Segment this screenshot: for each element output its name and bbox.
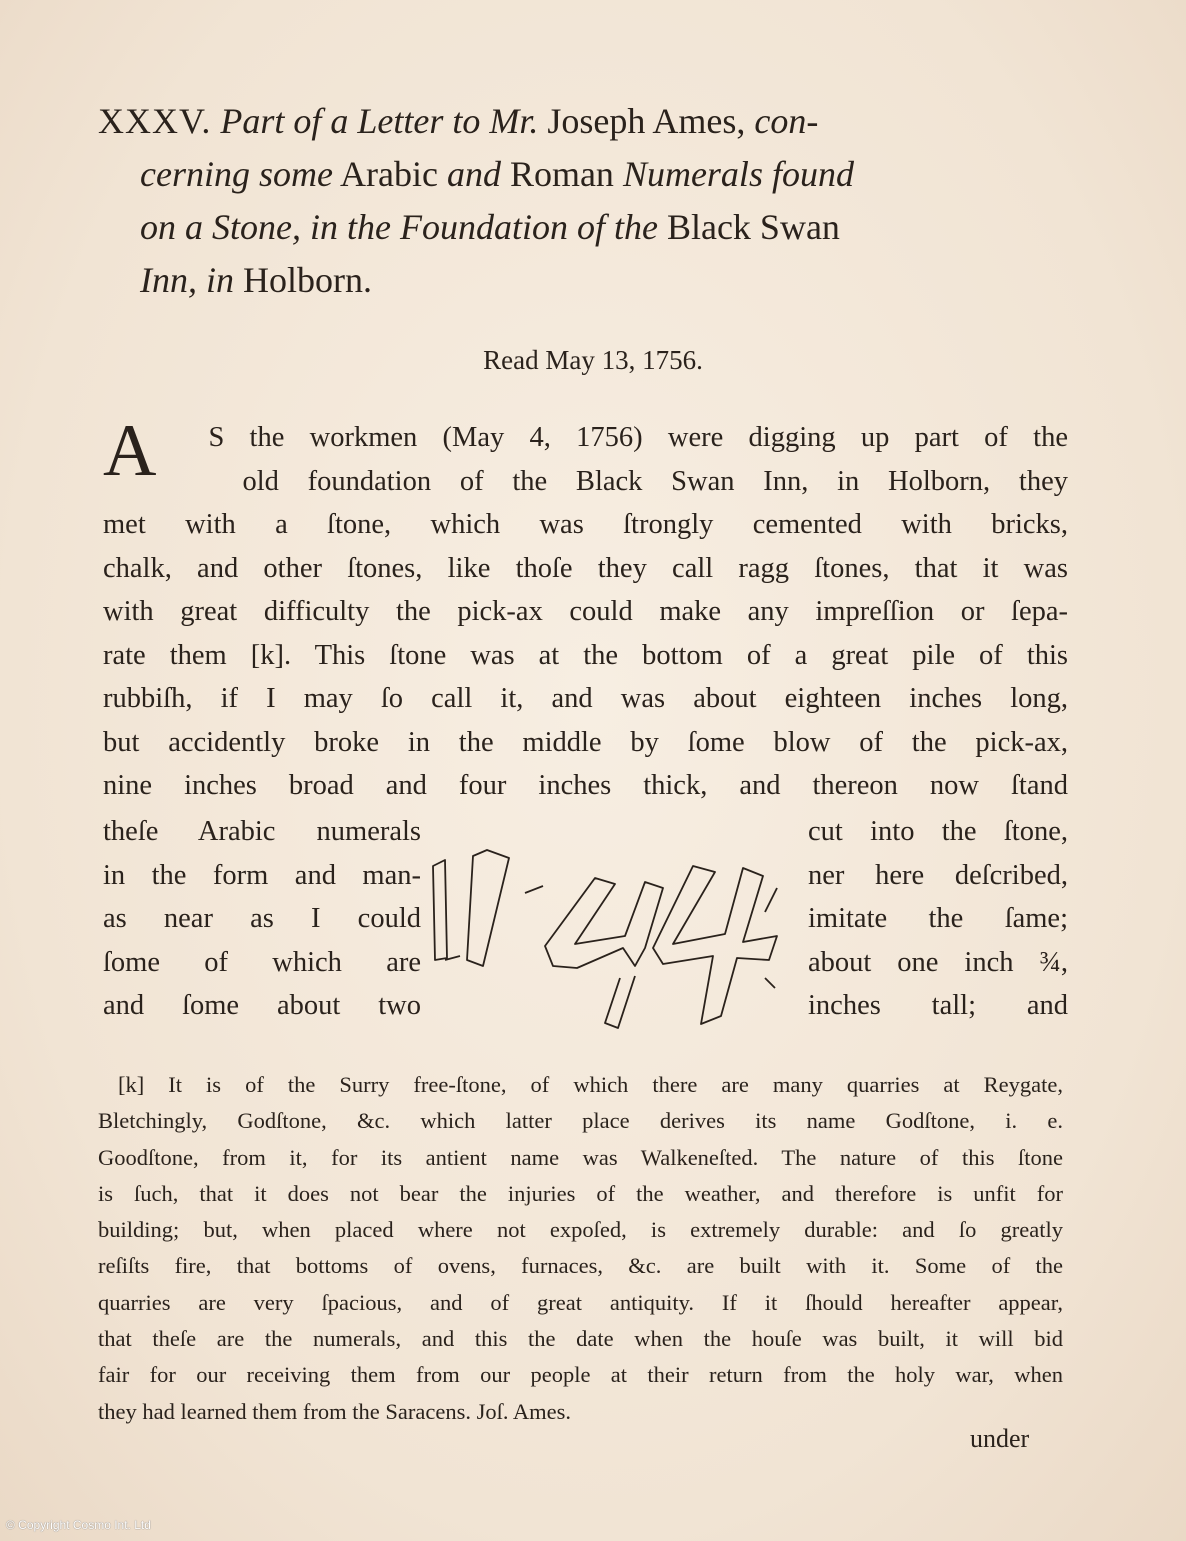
footnote-line: they had learned them from the Saracens. Joſ. Ames. [98, 1398, 571, 1424]
body-line: rubbiſh, if I may ſo call it, and was about eighteen inches long, [103, 683, 1068, 714]
footnote-line: Goodſtone, from it, for its antient name was Walkeneſted. The nature of this ſtone [98, 1144, 1063, 1170]
numeral-4-first [545, 878, 663, 968]
drop-cap: A [103, 410, 157, 492]
body-line: S the workmen (May 4, 1756) were digging up part of the [208, 422, 1068, 453]
body-line: rate them [k]. This ſtone was at the bottom of a great pile of this [103, 639, 1068, 671]
footnote-line: is ſuch, that it does not bear the injuries of the weather, and therefore is unfit for [98, 1180, 1063, 1206]
numeral-1-second [467, 850, 509, 966]
footnote-line: building; but, when placed where not expoſed, is extremely durable: and ſo greatly [98, 1217, 1063, 1243]
footnote-line: that theſe are the numerals, and this the date when the houſe was built, it will bid [98, 1326, 1063, 1352]
copyright-watermark: © Copyright Cosmo Int. Ltd [6, 1518, 151, 1532]
article-number: XXXV. [98, 101, 212, 141]
arabic-numerals-figure [425, 848, 795, 1038]
catchword: under [970, 1424, 1030, 1453]
body-line: met with a ſtone, which was ſtrongly cemented with bricks, [103, 509, 1068, 540]
body-line: nine inches broad and four inches thick, and thereon now ſtand [103, 770, 1068, 801]
figure-wrap-text: theſe Arabic numerals cut into the ſtone, in the form and man- ner here deſcribed, as near as I could imitate the ſame; ſome of which are about one inch ¾, and ſome about two inches tall; and [103, 816, 1068, 1021]
footnote-line: reſiſts fire, that bottoms of ovens, furnaces, &c. are built with it. Some of the [98, 1253, 1063, 1279]
footnote-line: [k] It is of the Surry free-ſtone, of which there are many quarries at Reygate, [118, 1072, 1063, 1097]
footnote-line: fair for our receiving them from our people at their return from the holy war, when [98, 1362, 1063, 1388]
body-text [103, 410, 1068, 808]
numeral-4-second [653, 866, 777, 1024]
footnote-line: Bletchingly, Godſtone, &c. which latter place derives its name Godſtone, i. e. [98, 1108, 1063, 1134]
body-line: with great difficulty the pick-ax could make any impreſſion or ſepa- [103, 596, 1068, 627]
body-line: old foundation of the Black Swan Inn, in Holborn, they [242, 465, 1068, 497]
footnote-line: quarries are very ſpacious, and of great antiquity. If it ſhould hereafter appear, [98, 1289, 1063, 1315]
numeral-1-first [433, 860, 447, 960]
footnote [98, 1067, 1063, 1430]
body-line: but accidently broke in the middle by ſome blow of the pick-ax, [103, 726, 1068, 758]
body-line: chalk, and other ſtones, like thoſe they call ragg ſtones, that it was [103, 552, 1068, 584]
article-title: XXXV. Part of a Letter to Mr. Joseph Ames, con- cerning some Arabic and Roman Numerals found on a Stone, in the Foundation of the Black Swan Inn, in Holborn. [98, 101, 854, 300]
bleed-through-text [95, 0, 1095, 40]
read-date: Read May 13, 1756. [483, 345, 703, 375]
